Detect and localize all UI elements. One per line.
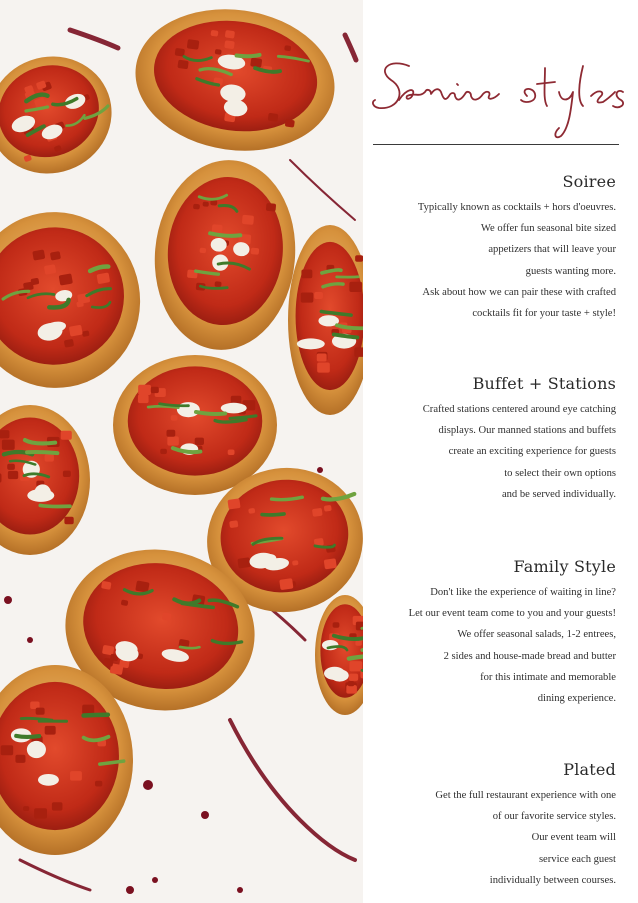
- body-line: We offer seasonal salads, 1-2 entrees,: [457, 629, 616, 641]
- section-buffet-stations: [356, 374, 616, 505]
- body-line: Get the full restaurant experience with one: [435, 790, 616, 801]
- section-heading: Family Style: [513, 557, 616, 576]
- body-line: of our favorite service styles.: [492, 811, 616, 823]
- body-line: We offer fun seasonal bite sized: [480, 223, 616, 235]
- section-body: [356, 582, 616, 709]
- section-body: [356, 785, 616, 891]
- section-heading: Buffet + Stations: [472, 374, 616, 393]
- body-line: and be served individually.: [501, 488, 616, 500]
- body-line: Don't like the experience of waiting in line?: [430, 587, 616, 598]
- body-line: Let our event team come to you and your guests!: [408, 608, 616, 620]
- section-heading: Plated: [563, 760, 616, 779]
- body-line: 2 sides and house-made bread and butter: [443, 650, 616, 662]
- service-text-panel: [363, 0, 638, 903]
- body-line: create an exciting experience for guests: [448, 446, 616, 458]
- title-divider: [373, 144, 619, 145]
- body-line: Crafted stations centered around eye catching: [422, 404, 616, 415]
- body-line: individually between courses.: [489, 874, 616, 886]
- section-family-style: [356, 557, 616, 709]
- section-soiree: [356, 172, 616, 324]
- body-line: appetizers that will leave your: [488, 244, 616, 256]
- body-line: to select their own options: [504, 467, 616, 479]
- body-line: Ask about how we can pair these with crafted: [422, 286, 616, 298]
- section-body: [356, 399, 616, 505]
- body-line: dining experience.: [537, 693, 616, 705]
- body-line: cocktails fit for your taste + style!: [472, 308, 616, 320]
- body-line: displays. Our manned stations and buffets: [438, 425, 616, 437]
- section-body: [356, 197, 616, 324]
- body-line: guests wanting more.: [525, 265, 616, 277]
- body-line: Our event team will: [531, 832, 616, 844]
- section-heading: Soiree: [562, 172, 616, 191]
- body-line: service each guest: [538, 853, 616, 865]
- page-title: [369, 48, 631, 140]
- body-line: for this intimate and memorable: [480, 671, 616, 683]
- body-line: Typically known as cocktails + hors d'oeuvres.: [417, 202, 616, 213]
- section-plated: [356, 760, 616, 891]
